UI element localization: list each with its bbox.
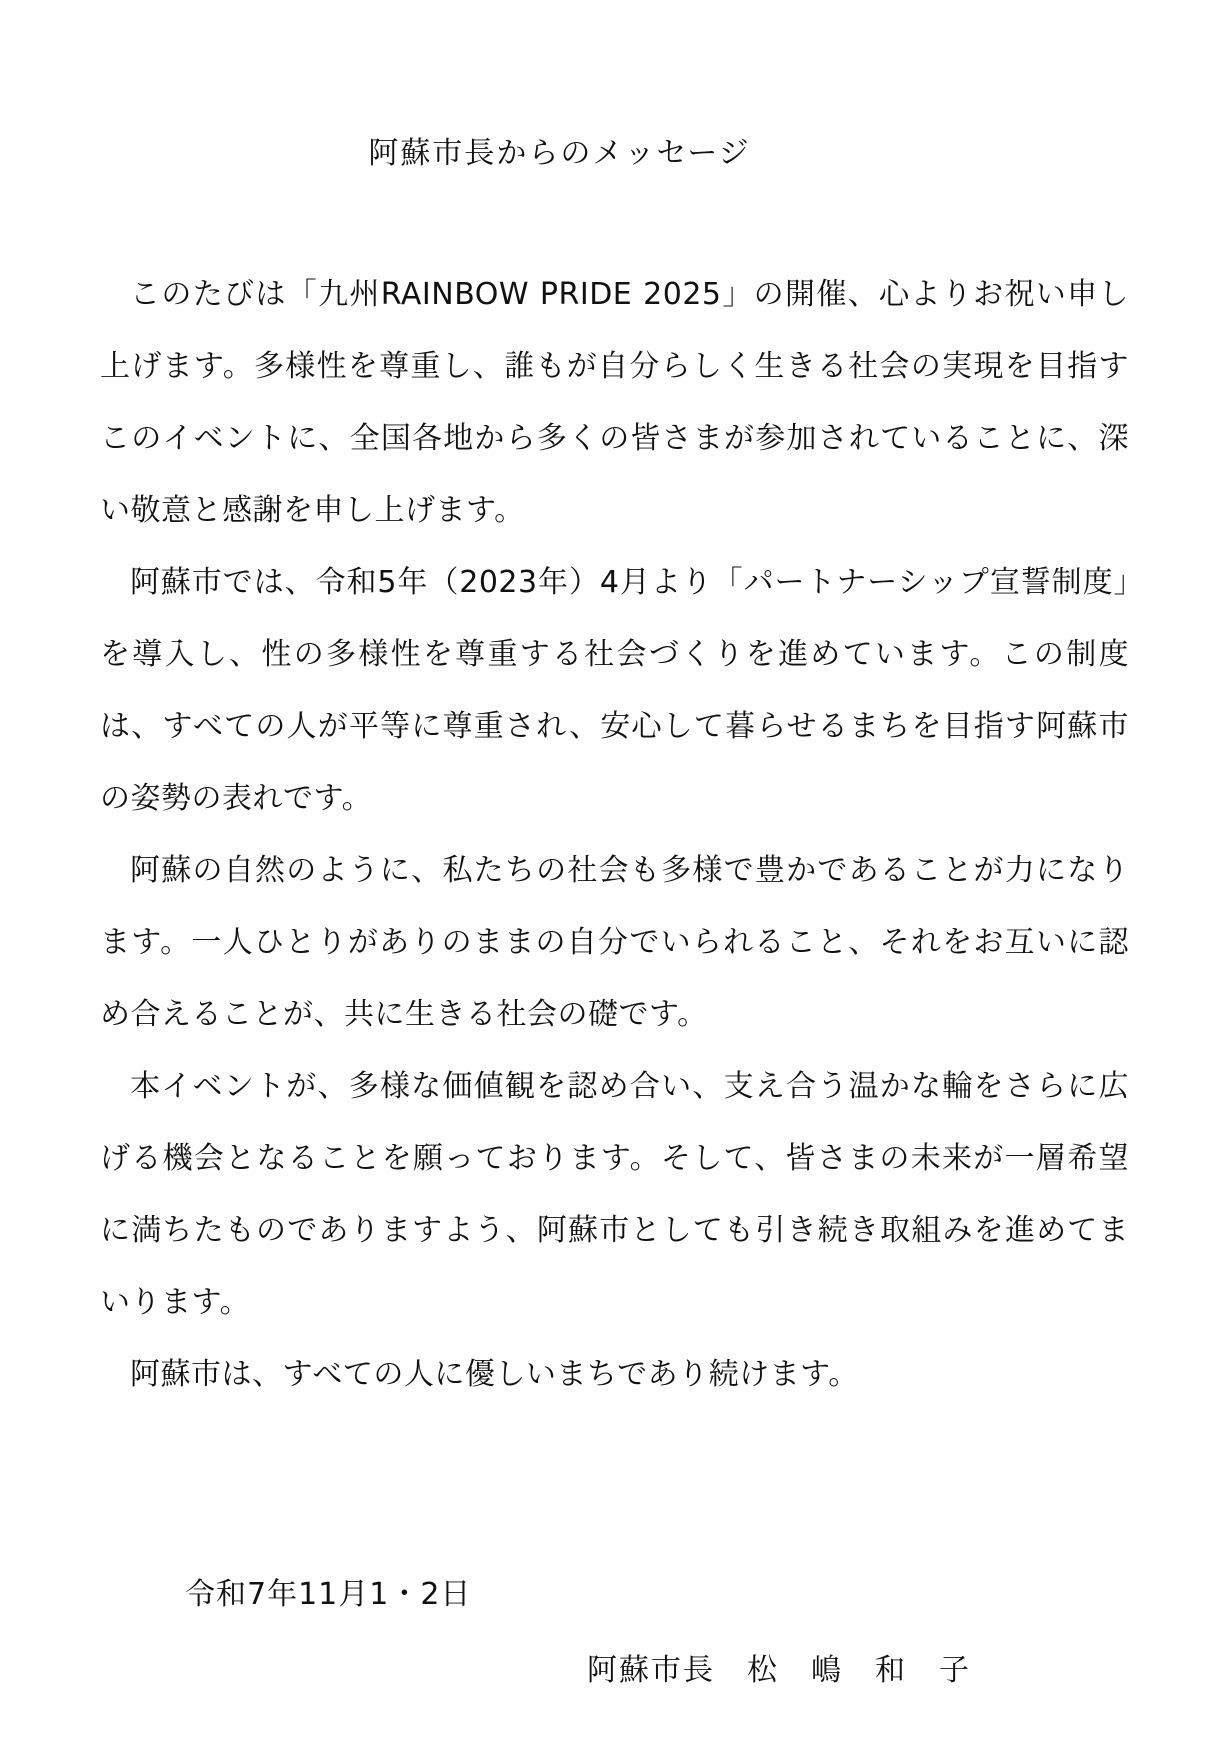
- paragraph-diversity-nature: 阿蘇の自然のように、私たちの社会も多様で豊かであることが力になります。一人ひとりがありのままの自分でいられること、それをお互いに認め合えることが、共に生きる社会の礎です。: [100, 853, 1129, 1032]
- date-line: 令和7年11月1・2日: [185, 1577, 472, 1612]
- paragraph-event-hope: 本イベントが、多様な価値観を認め合い、支え合う温かな輪をさらに広げる機会となることを願っております。そして、皆さまの未来が一層希望に満ちたものでありますよう、阿蘇市としても引き続き取組みを進めてまいります。: [100, 1069, 1129, 1320]
- paragraph-partnership-system: 阿蘇市では、令和5年（2023年）4月より「パートナーシップ宣誓制度」を導入し、性の多様性を尊重する社会づくりを進めています。この制度は、すべての人が平等に尊重され、安心して暮らせるまちを目指す阿蘇市の姿勢の表れです。: [100, 565, 1129, 816]
- letter-body: [100, 259, 1129, 1411]
- signature-line: 阿蘇市長 松 嶋 和 子: [587, 1653, 971, 1688]
- paragraph-greeting: このたびは「九州RAINBOW PRIDE 2025」の開催、心よりお祝い申し上げます。多様性を尊重し、誰もが自分らしく生きる社会の実現を目指すこのイベントに、全国各地から多くの皆さまが参加されていることに、深い敬意と感謝を申し上げます。: [100, 277, 1129, 528]
- paragraph-closing: 阿蘇市は、すべての人に優しいまちであり続けます。: [130, 1357, 859, 1392]
- page-title: 阿蘇市長からのメッセージ: [368, 136, 751, 171]
